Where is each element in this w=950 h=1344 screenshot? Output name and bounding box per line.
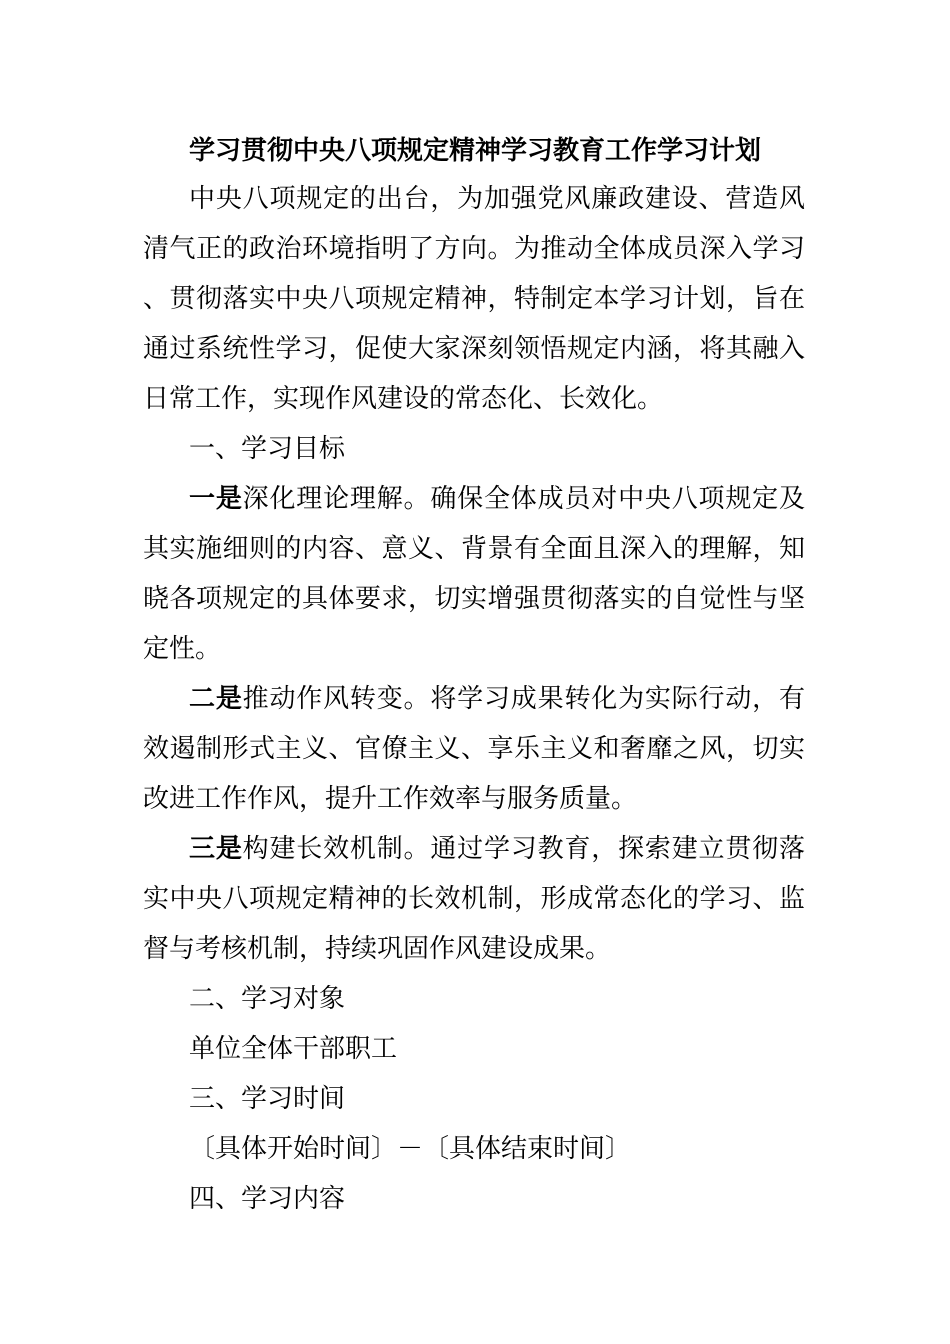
goal-lead: 一是 — [189, 484, 243, 514]
goal-paragraph-1 — [143, 474, 805, 674]
goal-paragraph-2 — [143, 674, 805, 824]
section-heading-content: 四、学习内容 — [189, 1184, 346, 1214]
section-heading-time: 三、学习时间 — [189, 1084, 346, 1114]
audience-text: 单位全体干部职工 — [189, 1034, 398, 1064]
goal-text: 构建长效机制。通过学习教育，探索建立贯彻落实中央八项规定精神的长效机制，形成常态化的学习、监督与考核机制，持续巩固作风建设成果。 — [143, 834, 805, 964]
goal-lead: 三是 — [189, 834, 243, 864]
goal-text: 深化理论理解。确保全体成员对中央八项规定及其实施细则的内容、意义、背景有全面且深入的理解，知晓各项规定的具体要求，切实增强贯彻落实的自觉性与坚定性。 — [143, 484, 805, 664]
section-heading-audience: 二、学习对象 — [189, 984, 346, 1014]
goal-paragraph-3 — [143, 824, 805, 974]
intro-paragraph: 中央八项规定的出台，为加强党风廉政建设、营造风清气正的政治环境指明了方向。为推动全体成员深入学习、贯彻落实中央八项规定精神，特制定本学习计划，旨在通过系统性学习，促使大家深刻领悟规定内涵，将其融入日常工作，实现作风建设的常态化、长效化。 — [143, 184, 805, 414]
time-range-text: 〔具体开始时间〕－〔具体结束时间〕 — [189, 1134, 632, 1164]
goal-lead: 二是 — [189, 684, 243, 714]
goal-text: 推动作风转变。将学习成果转化为实际行动，有效遏制形式主义、官僚主义、享乐主义和奢靡之风，切实改进工作作风，提升工作效率与服务质量。 — [143, 684, 805, 814]
section-heading-goals: 一、学习目标 — [189, 434, 346, 464]
document-title: 学习贯彻中央八项规定精神学习教育工作学习计划 — [188, 136, 761, 166]
document-body — [143, 174, 805, 1224]
